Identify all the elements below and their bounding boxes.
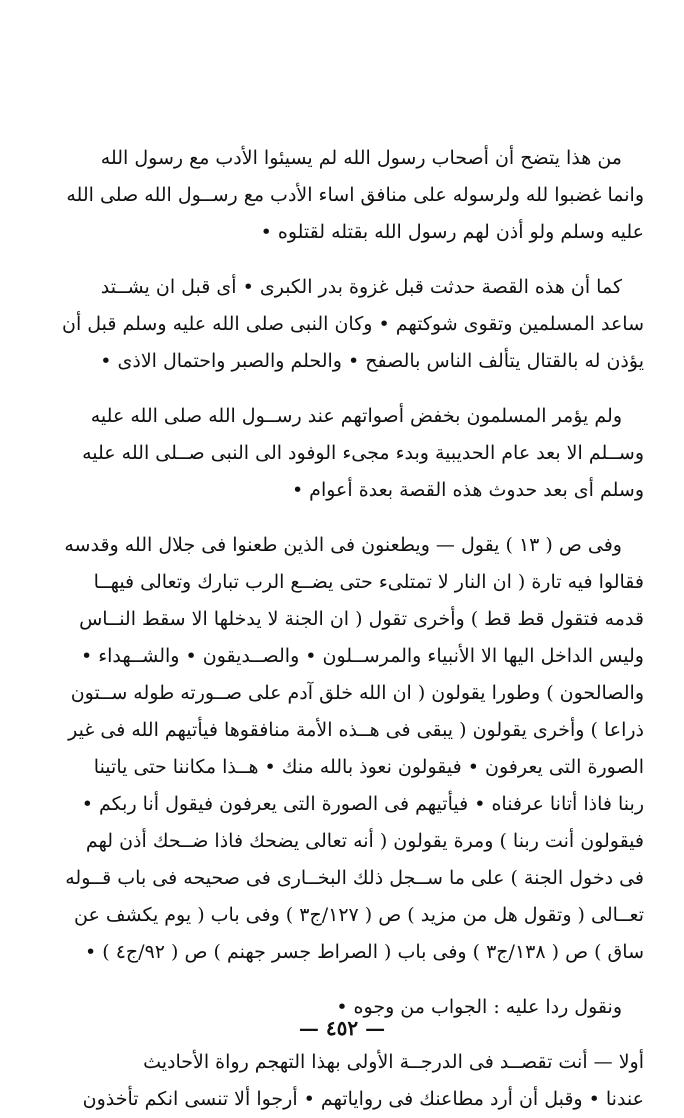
text-line: فقالوا فيه تارة ( ان النار لا تمتلىء حتى يضــع الرب تبارك وتعالى فيهــا <box>93 571 644 593</box>
text-line: قدمه فتقول قط قط ) وأخرى تقول ( ان الجنة لا يدخلها الا سقط النــاس <box>79 608 644 630</box>
paragraph-6 <box>40 1044 644 1118</box>
text-line: فيقولون أنت ربنا ) ومرة يقولون ( أنه تعالى يضحك فاذا ضــحك أذن لهم <box>85 830 644 852</box>
text-line: عليه وسلم ولو أذن لهم رسول الله بقتله لقتلوه • <box>260 221 644 243</box>
page-number: — ٤٥٢ — <box>298 1016 386 1040</box>
text-line: والصالحون ) وطورا يقولون ( ان الله خلق آدم على صــورته طوله ســتون <box>70 682 644 704</box>
text-line: وانما غضبوا لله ولرسوله على منافق اساء الأدب مع رســول الله صلى الله <box>66 184 644 206</box>
text-line: ولم يؤمر المسلمون بخفض أصواتهم عند رســول الله صلى الله عليه <box>90 405 622 427</box>
text-line: أولا — أنت تقصــد فى الدرجــة الأولى بهذا التهجم رواة الأحاديث <box>143 1051 644 1073</box>
text-line: ذراعا ) وأخرى يقولون ( يبقى فى هــذه الأمة منافقوها فيأتيهم الله فى غير <box>68 719 644 741</box>
text-line: وســلم الا بعد عام الحديبية وبدء مجىء الوفود الى النبى صــلى الله عليه <box>82 442 644 464</box>
text-line: ربنا فاذا أتانا عرفناه • فيأتيهم فى الصورة التى يعرفون فيقول أنا ربكم • <box>81 793 644 815</box>
document-page <box>40 140 644 1118</box>
text-line: عندنا • وقبل أن أرد مطاعنك فى رواياتهم • أرجوا ألا تنسى انكم تأخذون <box>82 1088 644 1110</box>
text-line: الصورة التى يعرفون • فيقولون نعوذ بالله منك • هــذا مكاننا حتى ياتينا <box>93 756 644 778</box>
text-line: ساعد المسلمين وتقوى شوكتهم • وكان النبى صلى الله عليه وسلم قبل أن <box>61 313 644 335</box>
text-line: فى دخول الجنة ) على ما ســجل ذلك البخــارى فى صحيحه فى باب قــوله <box>65 867 644 889</box>
text-line: ساق ) ص ( ١٣٨/ج٣ ) وفى باب ( الصراط جسر جهنم ) ص ( ٩٢/ج٤ ) • <box>85 941 644 963</box>
text-line: من هذا يتضح أن أصحاب رسول الله لم يسيئوا الأدب مع رسول الله <box>100 147 622 169</box>
text-line: كما أن هذه القصة حدثت قبل غزوة بدر الكبرى • أى قبل ان يشــتد <box>100 276 622 298</box>
text-line: وسلم أى بعد حدوث هذه القصة بعدة أعوام • <box>291 479 644 501</box>
paragraph-1 <box>40 140 644 251</box>
text-line: وفى ص ( ١٣ ) يقول — ويطعنون فى الذين طعنوا فى جلال الله وقدسه <box>64 534 622 556</box>
paragraph-4 <box>40 527 644 971</box>
paragraph-3 <box>40 398 644 509</box>
text-line: ونقول ردا عليه : الجواب من وجوه • <box>336 996 622 1018</box>
text-line: وليس الداخل اليها الا الأنبياء والمرســلون • والصــديقون • والشــهداء • <box>80 645 644 667</box>
text-line: تعــالى ( وتقول هل من مزيد ) ص ( ١٢٧/ج٣ ) وفى باب ( يوم يكشف عن <box>74 904 644 926</box>
text-line: يؤذن له بالقتال يتألف الناس بالصفح • والحلم والصبر واحتمال الاذى • <box>100 350 644 372</box>
paragraph-2 <box>40 269 644 380</box>
